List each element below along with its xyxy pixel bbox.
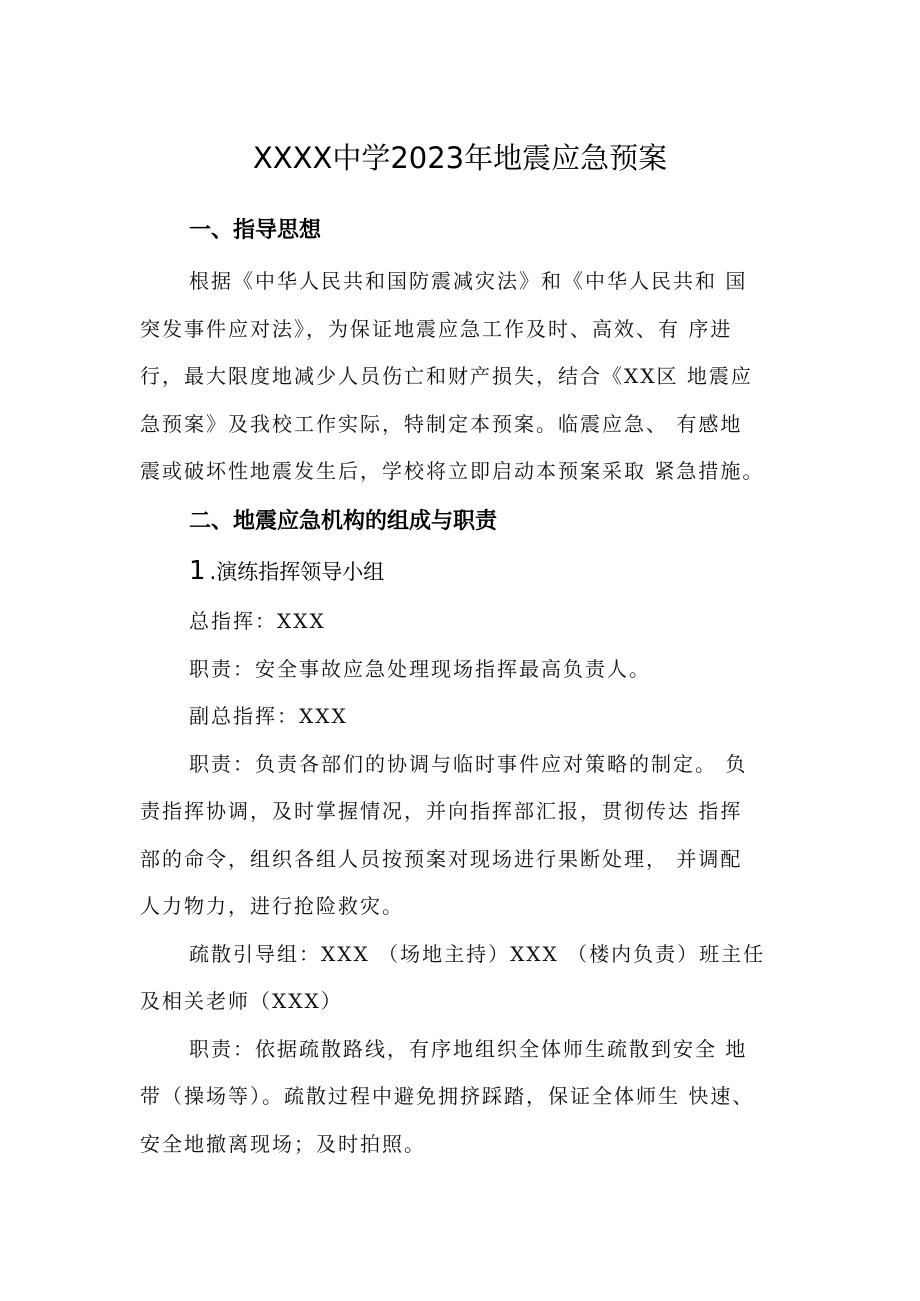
- deputy-line: 副总指挥：XXX: [189, 704, 348, 728]
- commander-duty: 职责：安全事故应急处理现场指挥最高负责人。: [189, 656, 651, 681]
- paragraph-line: 部的命令，组织各组人员按预案对现场进行果断处理， 并调配: [140, 846, 743, 871]
- paragraph-line: 根据《中华人民共和国防震减灾法》和《中华人民共和 国: [189, 269, 748, 293]
- paragraph-line: 职责：负责各部们的协调与临时事件应对策略的制定。 负: [189, 751, 748, 776]
- document-title: XXXX中学2023年地震应急预案: [252, 141, 668, 175]
- paragraph-line: 突发事件应对法》，为保证地震应急工作及时、高效、有 序进: [140, 316, 733, 341]
- paragraph-line: 人力物力，进行抢险救灾。: [140, 894, 404, 918]
- paragraph-line: 责指挥协调，及时掌握情况，并向指挥部汇报，贯彻传达 指挥: [140, 799, 743, 823]
- paragraph-line: 震或破坏性地震发生后，学校将立即启动本预案采取 紧急措施。: [140, 459, 765, 483]
- section-heading-guiding-ideology: 一、指导思想: [189, 218, 322, 243]
- section1-paragraph: [140, 258, 800, 496]
- evacuation-group-line: 疏散引导组：XXX （场地主持）XXX （楼内负责）班主任: [189, 941, 766, 966]
- subsection-title: .演练指挥领导小组: [209, 560, 385, 584]
- subsection-number: 1: [189, 556, 206, 586]
- commander-line: 总指挥：XXX: [189, 609, 326, 633]
- paragraph-line: 行，最大限度地减少人员伤亡和财产损失，结合《XX区 地震应: [140, 364, 753, 388]
- paragraph-line: 急预案》及我校工作实际，特制定本预案。临震应急、 有感地: [140, 411, 743, 436]
- subsection-heading-command-group: [189, 556, 384, 587]
- commander-block: [140, 598, 800, 1168]
- paragraph-line: 职责：依据疏散路线，有序地组织全体师生疏散到安全 地: [189, 1036, 748, 1061]
- section-heading-organization: 二、地震应急机构的组成与职责: [189, 509, 498, 534]
- evacuation-group-line: 及相关老师（XXX）: [140, 989, 343, 1013]
- paragraph-line: 带（操场等）。疏散过程中避免拥挤踩踏，保证全体师生 快速、: [140, 1084, 755, 1108]
- paragraph-line: 安全地撤离现场；及时拍照。: [140, 1131, 426, 1156]
